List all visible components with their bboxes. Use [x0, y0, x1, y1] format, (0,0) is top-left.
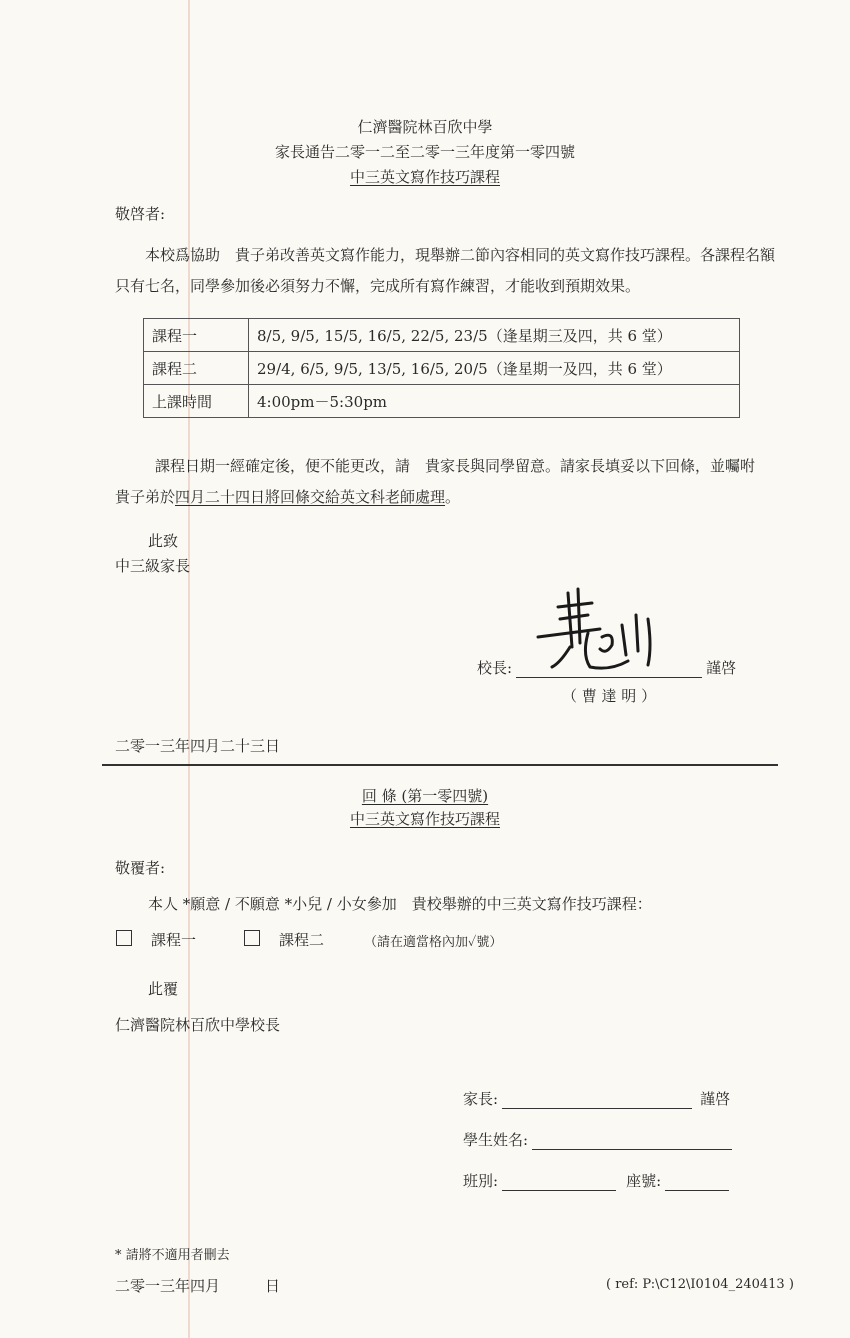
schedule-value: 29/4, 6/5, 9/5, 13/5, 16/5, 20/5（逢星期一及四，共 6 堂） — [249, 352, 740, 385]
letter-date: 二零一三年四月二十三日 — [115, 737, 281, 755]
parent-label: 家長: — [463, 1090, 499, 1108]
notice-subject: 中三英文寫作技巧課程 — [349, 168, 500, 186]
schedule-label: 課程一 — [144, 319, 249, 352]
paragraph-2-text: 課程日期一經確定後，便不能更改，請 貴家長與同學留意。請家長填妥以下回條，並囑咐 貴子弟於 — [115, 457, 771, 506]
class-label: 班別: — [463, 1172, 499, 1190]
table-row — [144, 385, 740, 418]
paragraph-2 — [115, 451, 780, 513]
student-name-label: 學生姓名: — [463, 1131, 529, 1149]
course-2-label: 課程二 — [279, 931, 325, 949]
deadline-instruction: 四月二十四日將回條交給英文科老師處理 — [175, 488, 446, 506]
principal-signature-row — [477, 657, 736, 678]
seat-label: 座號: — [626, 1172, 662, 1190]
course-1-checkbox[interactable] — [116, 930, 132, 946]
reply-closing: 此覆 — [148, 980, 179, 998]
school-name: 仁濟醫院林百欣中學 — [357, 118, 493, 136]
reply-statement: 本人 *願意 / 不願意 *小兒 / 小女參加 貴校舉辦的中三英文寫作技巧課程： — [148, 895, 652, 913]
principal-name: （ 曹 達 明 ） — [562, 687, 657, 705]
notice-number: 家長通告二零一二至二零一三年度第一零四號 — [274, 143, 575, 161]
footnote: * 請將不適用者刪去 — [115, 1248, 230, 1263]
seat-field[interactable] — [665, 1176, 729, 1191]
reply-addressee: 仁濟醫院林百欣中學校長 — [115, 1016, 281, 1034]
schedule-value: 8/5, 9/5, 15/5, 16/5, 22/5, 23/5（逢星期三及四，共 6 堂） — [249, 319, 740, 352]
course-2-checkbox[interactable] — [244, 930, 260, 946]
salutation: 敬啓者: — [115, 205, 166, 223]
section-divider — [102, 764, 778, 766]
student-name-row — [463, 1129, 732, 1150]
table-row — [144, 319, 740, 352]
closing-text: 此致 — [148, 532, 179, 550]
fold-mark — [188, 0, 190, 1338]
principal-suffix: 謹啓 — [706, 659, 737, 677]
principal-label: 校長: — [477, 659, 513, 677]
paragraph-1: 本校爲協助 貴子弟改善英文寫作能力，現舉辦二節內容相同的英文寫作技巧課程。各課程名額只有七名，同學參加後必須努力不懈，完成所有寫作練習，才能收到預期效果。 — [115, 246, 776, 295]
checkbox-instruction: （請在適當格內加✓號） — [364, 935, 503, 950]
reply-date: 二零一三年四月 日 — [115, 1277, 281, 1295]
class-field[interactable] — [502, 1176, 616, 1191]
schedule-label: 上課時間 — [144, 385, 249, 418]
reply-subject: 中三英文寫作技巧課程 — [349, 810, 500, 828]
schedule-value: 4:00pm－5:30pm — [249, 385, 740, 418]
schedule-table — [143, 318, 740, 418]
reply-title: 回 條 (第一零四號) — [361, 787, 489, 805]
student-name-field[interactable] — [532, 1135, 732, 1150]
parent-signature-field[interactable] — [502, 1094, 692, 1109]
schedule-label: 課程二 — [144, 352, 249, 385]
recipient: 中三級家長 — [115, 557, 191, 575]
reply-salutation: 敬覆者: — [115, 859, 166, 877]
document-reference: ( ref: P:\C12\I0104_240413 ) — [606, 1277, 794, 1292]
course-1-label: 課程一 — [151, 931, 197, 949]
parent-signature-row — [463, 1088, 730, 1109]
paragraph-2-end: 。 — [445, 488, 461, 506]
class-seat-row — [463, 1170, 729, 1191]
parent-suffix: 謹啓 — [700, 1090, 731, 1108]
principal-signature-line — [516, 663, 702, 678]
table-row — [144, 352, 740, 385]
